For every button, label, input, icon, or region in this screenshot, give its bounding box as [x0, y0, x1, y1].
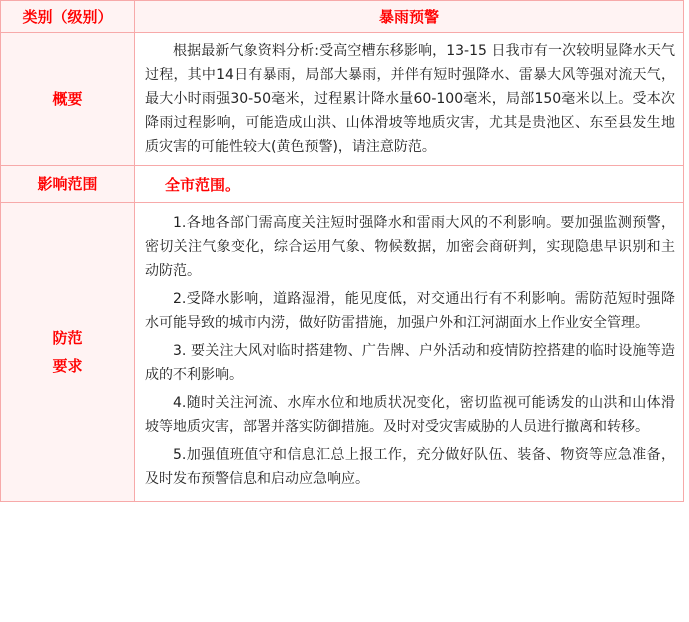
overview-cell [135, 33, 684, 166]
requirement-item-1: 1.各地各部门需高度关注短时强降水和雷雨大风的不利影响。要加强监测预警，密切关注气象变化，综合运用气象、物候数据，加密会商研判，实现隐患早识别和主动防范。 [145, 215, 675, 279]
level-header: 暴雨预警 [135, 1, 684, 33]
header-row [1, 1, 684, 33]
category-header: 类别（级别） [1, 1, 135, 33]
overview-label-text: 概要 [52, 90, 83, 108]
requirement-item-3: 3. 要关注大风对临时搭建物、广告牌、户外活动和疫情防控搭建的临时设施等造成的不利影响。 [145, 343, 675, 383]
scope-text: 全市范围。 [135, 166, 684, 203]
requirement-item-4: 4.随时关注河流、水库水位和地质状况变化，密切监视可能诱发的山洪和山体滑坡等地质灾害，部署并落实防御措施。及时对受灾害威胁的人员进行撤离和转移。 [145, 395, 675, 435]
overview-label [1, 33, 135, 166]
requirements-cell [135, 203, 684, 502]
scope-label [1, 166, 135, 203]
overview-row [1, 33, 684, 166]
requirement-item-5: 5.加强值班值守和信息汇总上报工作，充分做好队伍、装备、物资等应急准备，及时发布预警信息和启动应急响应。 [145, 447, 675, 487]
requirements-label-line1: 防范 [52, 329, 83, 347]
requirements-row [1, 203, 684, 502]
scope-row [1, 166, 684, 203]
requirements-list [135, 203, 683, 501]
requirements-label-line2: 要求 [52, 357, 83, 375]
overview-text: 根据最新气象资料分析:受高空槽东移影响，13-15 日我市有一次较明显降水天气过程，其中14日有暴雨，局部大暴雨，并伴有短时强降水、雷暴大风等强对流天气，最大小时雨强30-50毫米，过程累计降水量60-100毫米，局部150毫米以上。受本次降雨过程影响，可能造成山洪、山体滑坡等地质灾害，尤其是贵池区、东至县发生地质灾害的可能性较大(黄色预警)，请注意防范。 [145, 43, 675, 155]
scope-label-text: 影响范围 [37, 175, 98, 193]
requirements-label [1, 203, 135, 502]
requirement-item-2: 2.受降水影响，道路湿滑，能见度低，对交通出行有不利影响。需防范短时强降水可能导致的城市内涝，做好防雷措施，加强户外和江河湖面水上作业安全管理。 [145, 291, 675, 331]
